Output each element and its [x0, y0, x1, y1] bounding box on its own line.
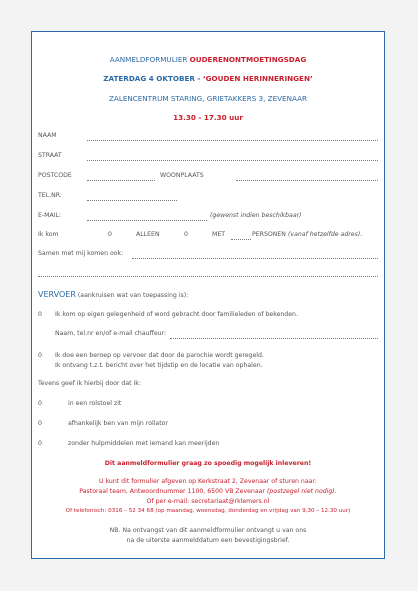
woonplaats-field[interactable] — [236, 180, 378, 181]
met-label: MET — [212, 231, 226, 238]
submit-postal — [32, 488, 384, 495]
vervoer-subtitle: (aankruisen wat van toepassing is): — [75, 292, 189, 299]
rollator-checkbox[interactable]: 0 — [38, 420, 42, 427]
vervoer-opt1-checkbox[interactable]: 0 — [38, 311, 42, 318]
title-event: OUDERENONTMOETINGSDAG — [189, 55, 307, 64]
form-title — [32, 55, 384, 64]
email-label: E-MAIL: — [38, 212, 62, 219]
tevens-label: Tevens geef ik hierbij door dat ik: — [38, 380, 141, 387]
nb-line-2: na de uiterste aanmelddatum een bevestigingsbrief. — [126, 537, 290, 544]
vervoer-opt2-note: Ik ontvang t.z.t. bericht over het tijdstip en de locatie van ophalen. — [55, 362, 263, 369]
vervoer-heading — [38, 290, 188, 299]
rolstoel-label: in een rolstoel zit — [68, 400, 122, 407]
urgent-notice: Dit aanmeldformulier graag zo spoedig mogelijk inleveren! — [104, 460, 312, 467]
alleen-label: ALLEEN — [136, 231, 160, 238]
postcode-field[interactable] — [87, 180, 155, 181]
submit-address: U kunt dit formulier afgeven op Kerkstraat 2, Zevenaar of sturen naar: — [99, 478, 317, 485]
samen-label: Samen met mij komen ook: — [38, 250, 124, 257]
chauffeur-label: Naam, tel.nr en/of e-mail chauffeur: — [55, 330, 167, 337]
vervoer-opt1-label: Ik kom op eigen gelegenheid of word gebracht door familieleden of bekenden. — [55, 311, 298, 318]
postal-note: (postzegel niet nodig). — [266, 488, 337, 495]
form-page — [31, 31, 385, 559]
event-location: ZALENCENTRUM STARING, GRIETAKKERS 3, ZEVENAAR — [108, 94, 308, 103]
event-date — [32, 74, 384, 83]
postcode-label: POSTCODE — [38, 172, 72, 179]
personen-label: PERSONEN — [252, 231, 286, 238]
straat-field[interactable] — [87, 160, 378, 161]
straat-label: STRAAT — [38, 152, 62, 159]
chauffeur-field[interactable] — [170, 338, 378, 339]
telnr-field[interactable] — [87, 200, 177, 201]
naam-field[interactable] — [87, 140, 378, 141]
event-theme: ‘GOUDEN HERINNERINGEN’ — [202, 74, 313, 83]
submit-email: Of per e-mail: secretariaat@rklemers.nl — [146, 498, 270, 505]
met-checkbox[interactable]: 0 — [184, 231, 188, 238]
vervoer-title: VERVOER — [38, 290, 76, 299]
personen-note: (vanaf hetzelfde adres). — [288, 231, 363, 238]
email-note: (gewenst indien beschikbaar) — [210, 212, 302, 219]
postal-address: Pastoraal team, Antwoordnummer 1100, 6500 VB Zevenaar — [79, 488, 267, 495]
rollator-label: afhankelijk ben van mijn rollator — [68, 420, 168, 427]
email-field[interactable] — [87, 220, 207, 221]
date-prefix: ZATERDAG 4 OKTOBER - — [103, 74, 203, 83]
personen-count-field[interactable] — [231, 239, 251, 240]
rolstoel-checkbox[interactable]: 0 — [38, 400, 42, 407]
telnr-label: TEL.NR. — [38, 192, 62, 199]
samen-field-2[interactable] — [38, 276, 378, 277]
woonplaats-label: WOONPLAATS — [160, 172, 204, 179]
naam-label: NAAM — [38, 132, 57, 139]
submit-phone: Of telefonisch: 0316 – 52 34 68 (op maandag, woensdag, donderdag en vrijdag van 9,30 – 12.30 uur) — [65, 508, 351, 514]
samen-field-1[interactable] — [132, 258, 378, 259]
meerijden-checkbox[interactable]: 0 — [38, 440, 42, 447]
nb-line-1: NB. Na ontvangst van dit aanmeldformulier ontvangt u van ons — [109, 527, 307, 534]
meerijden-label: zonder hulpmiddelen met iemand kan meerijden — [68, 440, 220, 447]
event-time: 13.30 - 17.30 uur — [173, 113, 243, 122]
title-prefix: AANMELDFORMULIER — [109, 55, 190, 64]
vervoer-opt2-checkbox[interactable]: 0 — [38, 352, 42, 359]
alleen-checkbox[interactable]: 0 — [108, 231, 112, 238]
vervoer-opt2-label: Ik doe een beroep op vervoer dat door de parochie wordt geregeld. — [55, 352, 264, 359]
ik-kom-label: Ik kom — [38, 231, 59, 238]
